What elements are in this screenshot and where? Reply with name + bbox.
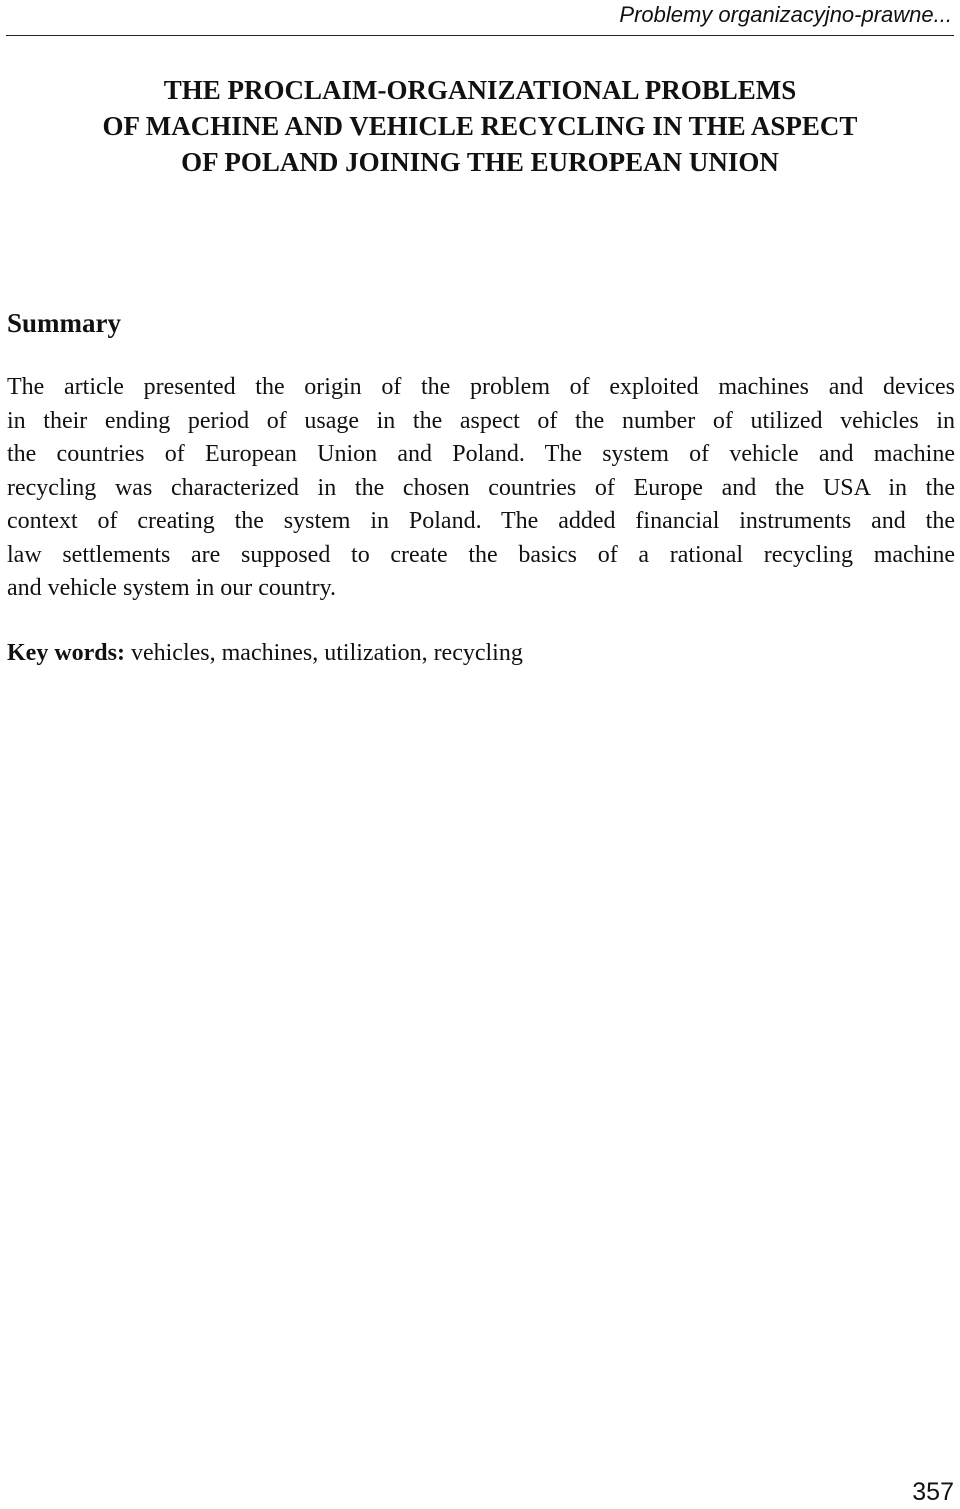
article-title bbox=[0, 72, 960, 180]
summary-line: recycling was characterized in the chosen countries of Europe and the USA in the bbox=[7, 474, 955, 501]
keywords-text: vehicles, machines, utilization, recycling bbox=[124, 640, 523, 666]
title-line: OF POLAND JOINING THE EUROPEAN UNION bbox=[181, 147, 779, 177]
summary-text bbox=[7, 371, 955, 606]
summary-line: law settlements are supposed to create the basics of a rational recycling machine bbox=[7, 541, 955, 568]
keywords-label: Key words: bbox=[7, 640, 125, 666]
title-line: THE PROCLAIM-ORGANIZATIONAL PROBLEMS bbox=[163, 75, 797, 105]
keywords bbox=[7, 637, 523, 671]
summary-line: context of creating the system in Poland. The added financial instruments and the bbox=[7, 508, 955, 534]
header-rule bbox=[6, 35, 954, 36]
page-number: 357 bbox=[912, 1478, 954, 1506]
summary-line: The article presented the origin of the problem of exploited machines and devices bbox=[7, 374, 955, 400]
summary-line: and vehicle system in our country. bbox=[7, 575, 337, 601]
summary-line: the countries of European Union and Poland. The system of vehicle and machine bbox=[7, 441, 955, 467]
title-line: OF MACHINE AND VEHICLE RECYCLING IN THE ASPECT bbox=[102, 111, 858, 141]
summary-line: in their ending period of usage in the aspect of the number of utilized vehicles in bbox=[7, 407, 955, 434]
running-head: Problemy organizacyjno-prawne... bbox=[619, 2, 952, 27]
summary-heading: Summary bbox=[7, 308, 121, 338]
